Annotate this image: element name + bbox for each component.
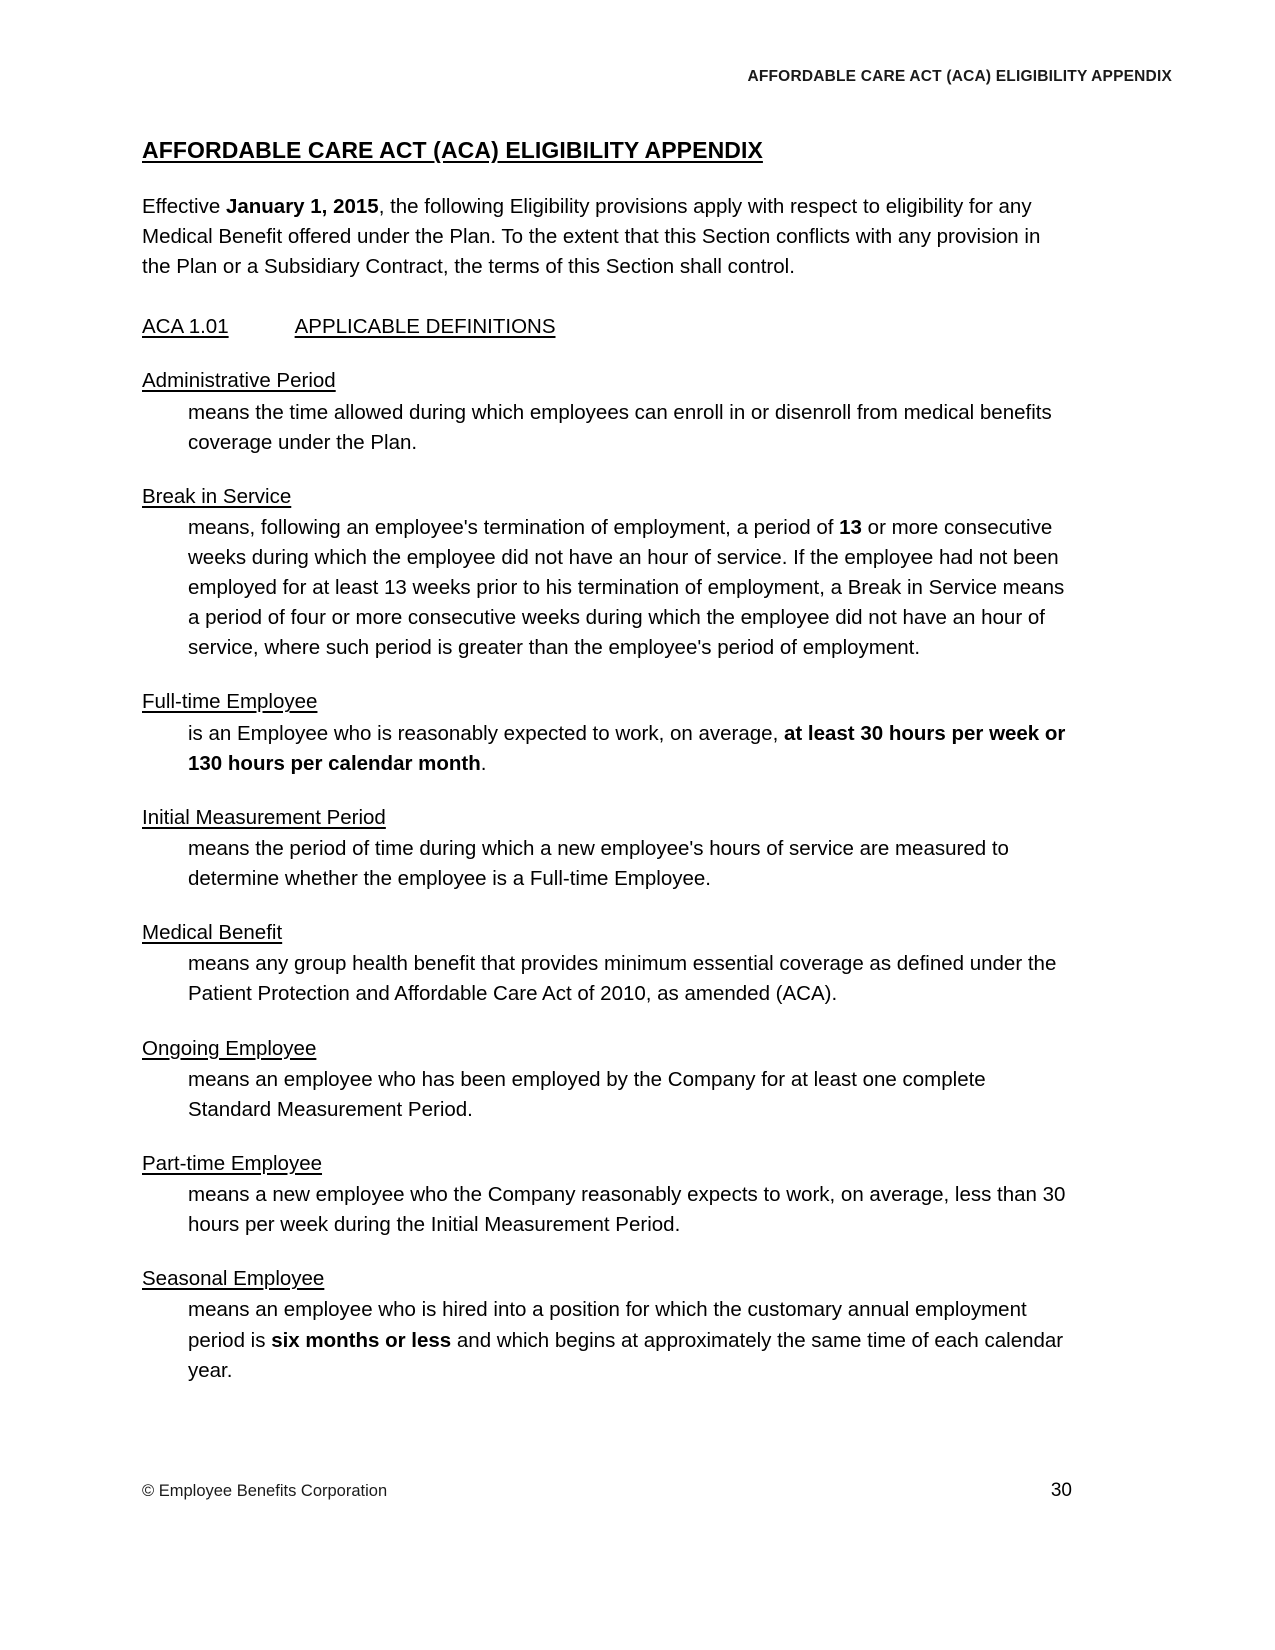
definition-item [142, 1034, 1072, 1125]
definition-item [142, 366, 1072, 457]
definition-term: Seasonal Employee [142, 1267, 325, 1291]
definition-term: Medical Benefit [142, 921, 283, 945]
section-number: ACA 1.01 [142, 315, 229, 339]
definition-text: means the time allowed during which employees can enroll in or disenroll from medical benefits coverage under the Plan. [188, 400, 1052, 454]
footer-copyright: © Employee Benefits Corporation [142, 1482, 388, 1500]
definition-term: Full-time Employee [142, 690, 318, 714]
definition-text [188, 719, 1072, 779]
page-title: AFFORDABLE CARE ACT (ACA) ELIGIBILITY APPENDIX [142, 137, 763, 163]
page-number: 30 [1050, 1480, 1072, 1501]
intro-paragraph [142, 192, 1072, 282]
definition-emphasis: at least 30 hours per week or 130 hours per calendar month [188, 721, 1066, 775]
definition-term: Initial Measurement Period [142, 805, 386, 829]
definition-item [142, 687, 1072, 778]
definition-term: Break in Service [142, 484, 292, 508]
definition-text: means any group health benefit that provides minimum essential coverage as defined under the Patient Protection and Affordable Care Act of 2010, as amended (ACA). [188, 952, 1057, 1006]
intro-effective-date: January 1, 2015 [225, 194, 379, 218]
definition-text [188, 1295, 1072, 1385]
definition-item [142, 803, 1072, 894]
intro-text-post: , the following Eligibility provisions apply with respect to eligibility for any Medical Benefit offered under the Plan. To the extent that this Section conflicts with any provision in the Plan or a Subsidiary Contract, the terms of this Section shall control. [142, 194, 1041, 279]
definition-text: means an employee who has been employed by the Company for at least one complete Standard Measurement Period. [188, 1067, 986, 1121]
definition-text-part: means an employee who is hired into a position for which the customary annual employment period is [188, 1298, 1027, 1352]
definition-text: means a new employee who the Company reasonably expects to work, on average, less than 30 hours per week during the Initial Measurement Period. [188, 1183, 1066, 1237]
definition-emphasis: 13 [839, 515, 862, 539]
definition-text-part: means, following an employee's termination of employment, a period of [188, 515, 840, 539]
definition-item [142, 918, 1072, 1009]
intro-text-pre: Effective [142, 194, 226, 218]
definition-text-part: and which begins at approximately the same time of each calendar year. [188, 1328, 1064, 1382]
page-footer [142, 1480, 1072, 1502]
section-label: APPLICABLE DEFINITIONS [294, 315, 556, 339]
definition-item [142, 1149, 1072, 1240]
definition-term: Administrative Period [142, 369, 336, 393]
definition-text-part: . [480, 751, 487, 775]
definition-emphasis: six months or less [271, 1328, 452, 1352]
definition-term: Part-time Employee [142, 1151, 323, 1175]
definition-text-part: is an Employee who is reasonably expected to work, on average, [188, 721, 784, 745]
definition-text [188, 513, 1072, 664]
definition-item [142, 1264, 1072, 1385]
definition-item [142, 482, 1072, 664]
running-header: AFFORDABLE CARE ACT (ACA) ELIGIBILITY APPENDIX [747, 68, 1172, 85]
document-body [142, 136, 1072, 1386]
definition-text-part: or more consecutive weeks during which the employee did not have an hour of service. If the employee had not been employed for at least 13 weeks prior to his termination of employment, a Break in Service means a period of four or more consecutive weeks during which the employee did not have an hour of service, where such period is greater than the employee's period of employment. [188, 515, 1065, 660]
section-heading [142, 312, 1072, 342]
definition-text: means the period of time during which a new employee's hours of service are measured to determine whether the employee is a Full-time Employee. [188, 836, 1009, 891]
definition-term: Ongoing Employee [142, 1036, 317, 1060]
